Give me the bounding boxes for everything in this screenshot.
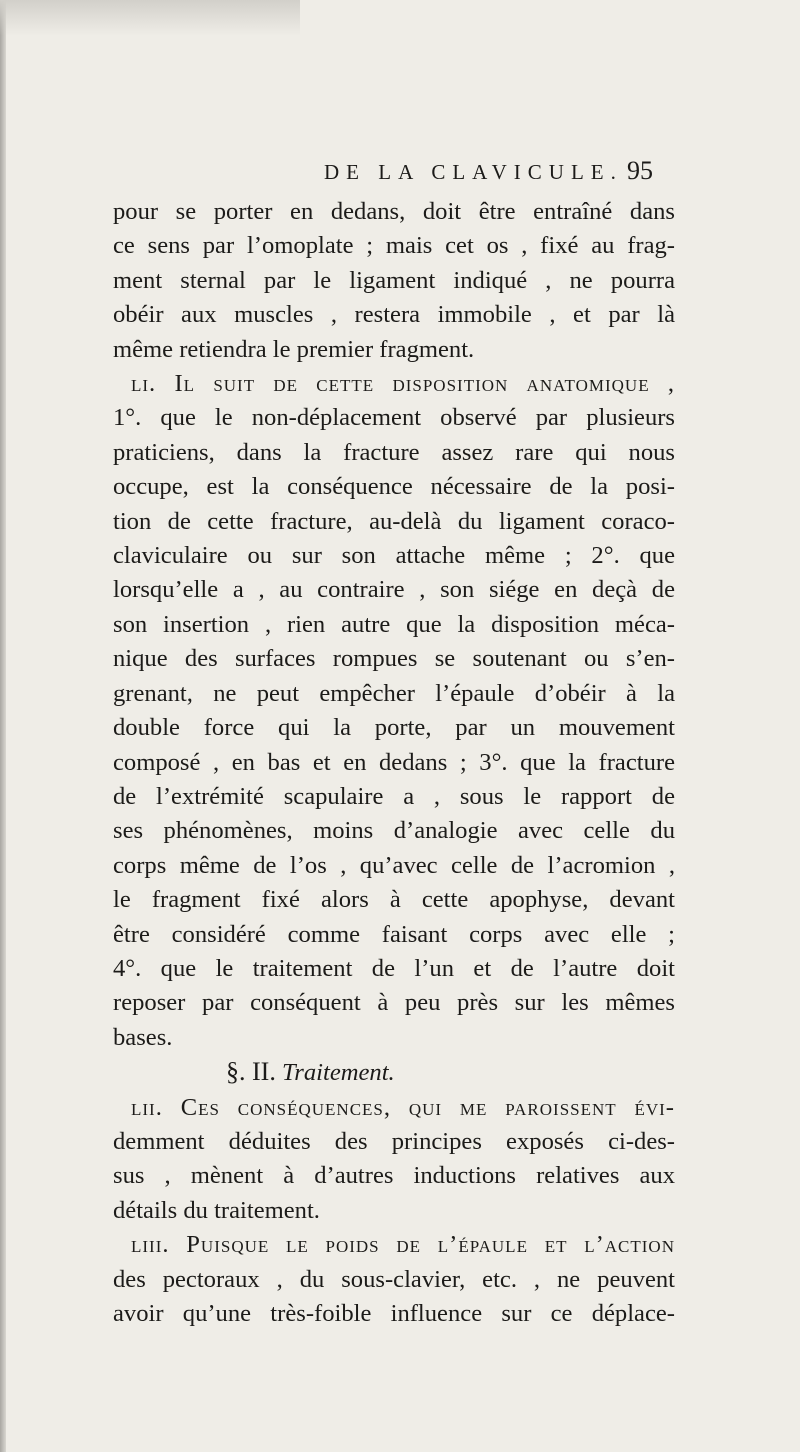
- text-line: tion de cette fracture, au-delà du ligament coraco-: [113, 507, 675, 535]
- section-label: §. II.: [226, 1057, 276, 1087]
- text-line: être considéré comme faisant corps avec elle ;: [113, 920, 675, 948]
- text-line: praticiens, dans la fracture assez rare qui nous: [113, 438, 675, 466]
- text-line: le fragment fixé alors à cette apophyse, devant: [113, 886, 675, 914]
- body-text: [113, 195, 675, 1331]
- paragraph-liii-start: liii. Puisque le poids de l’épaule et l’action: [131, 1231, 675, 1259]
- text-line: demment déduites des principes exposés ci-des-: [113, 1127, 675, 1155]
- text-line: avoir qu’une très-foible influence sur ce déplace-: [113, 1300, 675, 1327]
- text-line: reposer par conséquent à peu près sur les mêmes: [113, 989, 675, 1017]
- text-line: composé , en bas et en dedans ; 3°. que la fracture: [113, 748, 675, 776]
- text-line: ce sens par l’omoplate ; mais cet os , fixé au frag-: [113, 232, 675, 260]
- text-line: claviculaire ou sur son attache même ; 2°. que: [113, 542, 675, 570]
- page-number: 95: [627, 156, 653, 185]
- text-line: double force qui la porte, par un mouvement: [113, 714, 675, 742]
- text-line: pour se porter en dedans, doit être entraîné dans: [113, 198, 675, 225]
- page-header: [0, 156, 800, 190]
- text-line: corps même de l’os , qu’avec celle de l’acromion ,: [113, 851, 675, 879]
- text-line: ment sternal par le ligament indiqué , ne pourra: [113, 266, 675, 294]
- text-line: 4°. que le traitement de l’un et de l’autre doit: [113, 954, 675, 982]
- text-line: même retiendra le premier fragment.: [113, 335, 475, 363]
- section-title: Traitement.: [281, 1059, 395, 1087]
- text-line: son insertion , rien autre que la disposition méca-: [113, 610, 675, 638]
- text-line: bases.: [113, 1023, 173, 1051]
- running-title: DE LA CLAVICULE.: [324, 160, 623, 184]
- text-line: 1°. que le non-déplacement observé par plusieurs: [113, 404, 675, 432]
- section-heading: [113, 1055, 675, 1090]
- text-line: occupe, est la conséquence nécessaire de la posi-: [113, 473, 675, 501]
- text-line: sus , mènent à d’autres inductions relatives aux: [113, 1162, 675, 1190]
- text-line: de l’extrémité scapulaire a , sous le rapport de: [113, 782, 675, 810]
- paragraph-li-start: li. Il suit de cette disposition anatomique ,: [131, 370, 675, 398]
- text-line: détails du traitement.: [113, 1196, 320, 1224]
- text-line: nique des surfaces rompues se soutenant ou s’en-: [113, 645, 675, 673]
- text-line: des pectoraux , du sous-clavier, etc. , ne peuvent: [113, 1265, 675, 1293]
- paragraph-lii-start: lii. Ces conséquences, qui me paroissent évi-: [131, 1093, 675, 1121]
- text-line: obéir aux muscles , restera immobile , et par là: [113, 301, 675, 329]
- text-line: lorsqu’elle a , au contraire , son siége en deçà de: [113, 576, 675, 604]
- text-line: ses phénomènes, moins d’analogie avec celle du: [113, 817, 675, 845]
- text-line: grenant, ne peut empêcher l’épaule d’obéir à la: [113, 679, 675, 707]
